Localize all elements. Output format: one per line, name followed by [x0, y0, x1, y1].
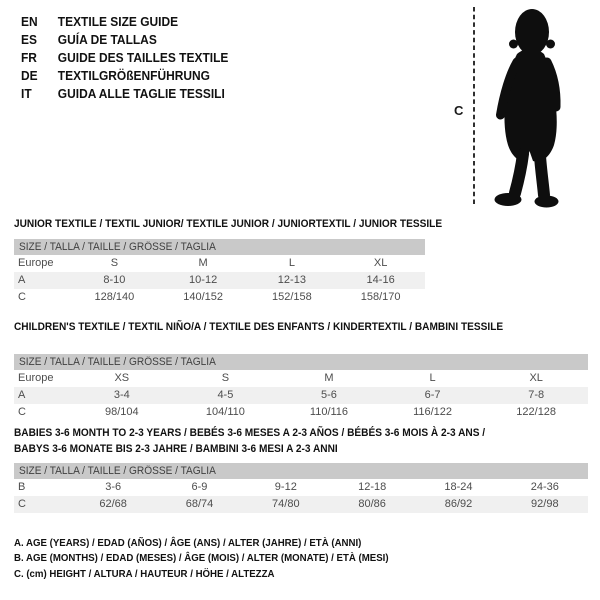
language-header: [21, 13, 246, 103]
table-cell: XS: [114, 372, 130, 384]
size-header-bar: [14, 463, 588, 479]
table-cell: 92/98: [531, 498, 559, 510]
baby-head: [515, 9, 549, 55]
table-cell: 62/68: [99, 498, 127, 510]
table-cell: M: [324, 372, 334, 384]
language-title: GUIDA ALLE TAGLIE TESSILI: [57, 86, 225, 101]
size-header-text: SIZE / TALLA / TAILLE / GRÖSSE / TAGLIA: [19, 241, 216, 253]
table-cell: 68/74: [185, 498, 214, 510]
table-row: [14, 404, 588, 421]
table-row: [14, 289, 425, 306]
size-table: [14, 463, 588, 513]
table-cell: 140/152: [183, 291, 223, 303]
table-row: [14, 255, 425, 272]
table-cell: L: [288, 257, 295, 269]
table-cell: 6-9: [191, 481, 208, 493]
language-row: [21, 13, 228, 31]
table-cell: 24-36: [530, 481, 559, 493]
table-cell: 4-5: [217, 389, 234, 401]
baby-silhouette-icon: [487, 2, 597, 209]
row-label: C: [18, 406, 26, 418]
language-title: GUÍA DE TALLAS: [57, 32, 157, 47]
table-cell: 5-6: [321, 389, 337, 401]
language-row: [21, 31, 228, 49]
language-row: [21, 85, 228, 103]
table-cell: 104/110: [205, 406, 245, 418]
language-row: [21, 67, 228, 85]
table-row: [14, 370, 588, 387]
language-code: IT: [21, 86, 32, 101]
language-title: GUIDE DES TAILLES TEXTILE: [57, 50, 229, 65]
section-title-line: CHILDREN'S TEXTILE / TEXTIL NIÑO/A / TEXTILE DES ENFANTS / KINDERTEXTIL / BAMBINI TESSILE: [14, 321, 504, 333]
row-label: C: [18, 291, 26, 303]
section-title-line: BABIES 3-6 MONTH TO 2-3 YEARS / BEBÉS 3-6 MESES A 2-3 AÑOS / BÉBÉS 3-6 MOIS À 2-3 ANS /: [14, 427, 486, 439]
table-cell: 152/158: [271, 291, 312, 303]
language-code: FR: [21, 50, 37, 65]
baby-right-leg: [540, 156, 544, 195]
row-label: Europe: [18, 257, 54, 269]
height-label-c: C: [454, 103, 464, 118]
table-cell: 122/128: [516, 406, 557, 418]
table-cell: 3-4: [113, 389, 130, 401]
table-row: [14, 272, 425, 289]
table-cell: 12-18: [358, 481, 387, 493]
language-title: TEXTILE SIZE GUIDE: [57, 14, 179, 29]
table-cell: S: [110, 257, 119, 269]
table-cell: 14-16: [366, 274, 395, 286]
table-cell: 12-13: [277, 274, 306, 286]
size-table: [14, 239, 425, 306]
table-row: [14, 479, 588, 496]
size-table: [14, 354, 588, 421]
table-cell: 110/116: [309, 406, 349, 418]
table-cell: 128/140: [94, 291, 135, 303]
baby-left-leg: [515, 154, 523, 193]
table-row: [14, 387, 588, 404]
footnote: A. AGE (YEARS) / EDAD (AÑOS) / ÂGE (ANS) / ALTER (JAHRE) / ETÀ (ANNI): [14, 537, 362, 549]
table-cell: 9-12: [274, 481, 297, 493]
size-header-bar: [14, 239, 425, 255]
table-cell: 74/80: [272, 498, 300, 510]
footnote: C. (cm) HEIGHT / ALTURA / HAUTEUR / HÖHE / ALTEZZA: [14, 567, 275, 580]
table-cell: 158/170: [360, 291, 401, 303]
section-title: [14, 425, 526, 457]
table-cell: XL: [529, 372, 543, 384]
language-code: EN: [21, 14, 38, 29]
table-cell: 7-8: [528, 389, 545, 401]
size-header-text: SIZE / TALLA / TAILLE / GRÖSSE / TAGLIA: [19, 356, 216, 368]
section-title-line: JUNIOR TEXTILE / TEXTIL JUNIOR/ TEXTILE JUNIOR / JUNIORTEXTIL / JUNIOR TESSILE: [14, 218, 443, 230]
height-measure-line: [472, 7, 476, 207]
footnotes: [14, 536, 421, 582]
table-row: [14, 496, 588, 513]
table-cell: L: [429, 372, 436, 384]
language-row: [21, 49, 228, 67]
size-header-text: SIZE / TALLA / TAILLE / GRÖSSE / TAGLIA: [19, 465, 216, 477]
row-label: C: [18, 498, 26, 510]
table-cell: 3-6: [105, 481, 122, 493]
section-title: [14, 216, 479, 232]
row-label: A: [18, 274, 26, 286]
table-cell: S: [221, 372, 230, 384]
table-cell: 8-10: [103, 274, 126, 286]
section-title: [14, 319, 546, 335]
row-label: A: [18, 389, 26, 401]
language-title: TEXTILGRÖßENFÜHRUNG: [57, 68, 210, 83]
section-title-line: BABYS 3-6 MONATE BIS 2-3 JAHRE / BAMBINI 3-6 MESI A 2-3 ANNI: [14, 443, 338, 455]
footnote: B. AGE (MONTHS) / EDAD (MESES) / ÂGE (MOIS) / ALTER (MONATE) / ETÀ (MESI): [14, 552, 389, 565]
size-header-bar: [14, 354, 588, 370]
table-cell: M: [198, 257, 208, 269]
table-cell: 10-12: [189, 274, 218, 286]
table-cell: 6-7: [424, 389, 441, 401]
table-cell: 18-24: [444, 481, 473, 493]
table-cell: XL: [373, 257, 388, 269]
table-cell: 98/104: [104, 406, 139, 418]
table-cell: 80/86: [358, 498, 386, 510]
table-cell: 116/122: [413, 406, 453, 418]
row-label: Europe: [18, 372, 54, 384]
language-code: ES: [21, 32, 37, 47]
row-label: B: [18, 481, 26, 493]
table-cell: 86/92: [444, 498, 473, 510]
language-code: DE: [21, 68, 38, 83]
